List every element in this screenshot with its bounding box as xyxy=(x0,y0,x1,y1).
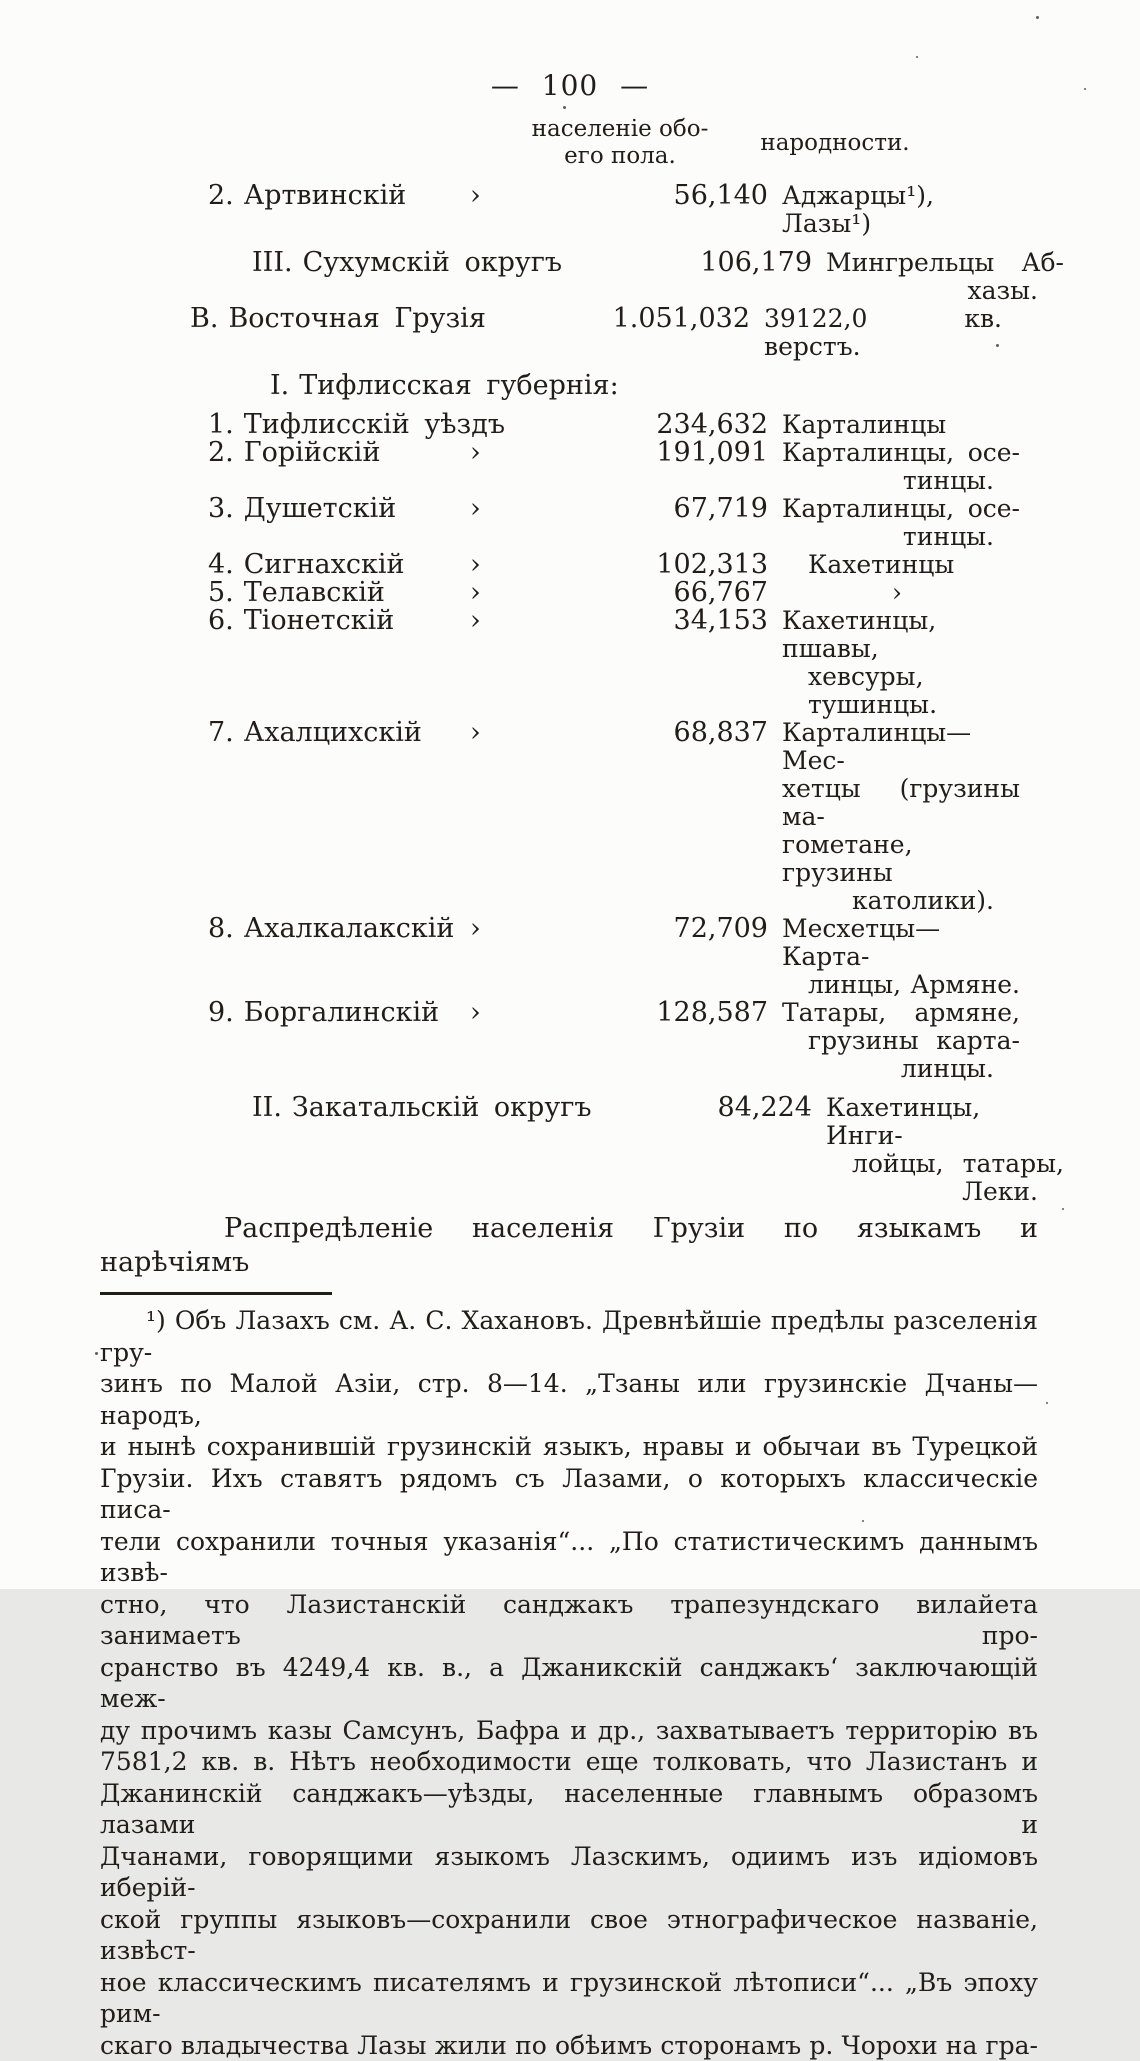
scan-speck xyxy=(95,1352,98,1355)
ethnicity-line: Карталинцы xyxy=(774,411,1020,439)
population-value xyxy=(670,372,830,400)
scan-speck xyxy=(862,1520,864,1522)
ditto-mark: › xyxy=(470,915,481,943)
population-value: 128,587 xyxy=(608,999,768,1083)
district-name: Восточная Грузія xyxy=(228,303,485,334)
scan-speck xyxy=(996,344,999,347)
ethnicity-line: Кахетинцы xyxy=(774,551,1020,579)
body-paragraph: Распредѣленіе населенія Грузіи по языкамъ и нарѣчіямъ xyxy=(100,1212,1038,1280)
table-column-headers xyxy=(520,116,1140,170)
district-name-cell xyxy=(140,495,608,551)
footnote xyxy=(100,1305,1038,2061)
ethnicity-line: тинцы. xyxy=(774,467,1020,495)
scan-speck xyxy=(1062,1208,1064,1210)
ethnicity-line: 39122,0 кв. верстъ. xyxy=(756,305,1002,361)
district-name-cell xyxy=(140,1094,652,1206)
footnote-line: Джанинскій санджакъ—уѣзды, населенные главнымъ образомъ лазами и xyxy=(100,1778,1038,1841)
ethnicity-cell xyxy=(836,372,1082,400)
column-header-population-line1: населеніе обо- xyxy=(520,116,720,143)
footnote-line: скаго владычества Лазы жили по обѣимъ сторонамъ р. Чорохи на гра- xyxy=(100,2030,1038,2061)
ditto-mark: › xyxy=(470,551,481,579)
footnote-line: стно, что Лазистанскій санджакъ трапезундскаго вилайета занимаетъ про- xyxy=(100,1589,1038,1652)
population-value: 66,767 xyxy=(608,579,768,607)
ethnicity-cell xyxy=(774,579,1020,607)
district-name: Сухумскій округъ xyxy=(303,247,563,278)
district-name-cell xyxy=(140,249,652,305)
row-number: В. xyxy=(190,305,218,333)
table-row xyxy=(140,182,1140,238)
district-name: Боргалинскій xyxy=(244,997,439,1028)
district-name-cell xyxy=(140,915,608,999)
footnote-separator xyxy=(100,1292,332,1295)
table-row xyxy=(140,915,1140,999)
table-row xyxy=(140,249,1140,305)
district-name: Телавскій xyxy=(244,577,385,608)
ethnicity-line: хазы. xyxy=(818,277,1064,305)
district-name-cell xyxy=(140,719,608,915)
row-number: 2. xyxy=(208,182,234,210)
row-number: 6. xyxy=(208,607,234,635)
column-header-population-line2: его пола. xyxy=(520,143,720,170)
table-row xyxy=(140,439,1140,495)
ethnicity-line: Леки. xyxy=(818,1178,1064,1206)
ethnicity-cell xyxy=(774,182,1020,238)
ethnicity-line: Татары, армяне, xyxy=(774,999,1020,1027)
ditto-mark: › xyxy=(470,439,481,467)
ditto-mark: › xyxy=(470,607,481,635)
row-number: 4. xyxy=(208,551,234,579)
ethnicity-line: хевсуры, тушинцы. xyxy=(774,663,1020,719)
table-row xyxy=(140,1094,1140,1206)
table-row xyxy=(140,551,1140,579)
scan-speck xyxy=(1046,1402,1048,1404)
row-number: II. xyxy=(252,1094,282,1122)
table-row xyxy=(140,495,1140,551)
footnote-line: ное классическимъ писателямъ и грузинской лѣтописи“... „Въ эпоху рим- xyxy=(100,1967,1038,2030)
ethnicity-line: Карталинцы—Мес- xyxy=(774,719,1020,775)
ethnicity-line: грузины карта- xyxy=(774,1027,1020,1055)
page-number: — 100 — xyxy=(0,0,1140,102)
ethnicity-line: тинцы. xyxy=(774,523,1020,551)
population-value: 102,313 xyxy=(608,551,768,579)
row-number: 9. xyxy=(208,999,234,1027)
scan-speck xyxy=(1084,88,1086,90)
footnote-line: ской группы языковъ—сохранили свое этнографическое названіе, извѣст- xyxy=(100,1904,1038,1967)
row-number: 2. xyxy=(208,439,234,467)
district-name: Сигнахскій xyxy=(244,549,405,580)
ethnicity-line: линцы, Армяне. xyxy=(774,971,1020,999)
ethnicity-line: хетцы (грузины ма- xyxy=(774,775,1020,831)
ethnicity-line: гометане, грузины xyxy=(774,831,1020,887)
ditto-mark: › xyxy=(470,579,481,607)
footnote-line: 7581,2 кв. в. Нѣтъ необходимости еще толковать, что Лазистанъ и xyxy=(100,1746,1038,1778)
ditto-mark: › xyxy=(470,719,481,747)
footnote-line: зинъ по Малой Азіи, стр. 8—14. „Тзаны или грузинскіе Дчаны—народъ, xyxy=(100,1368,1038,1431)
ethnicity-line: католики). xyxy=(774,887,1020,915)
ethnicity-line: Кахетинцы, Инги- xyxy=(818,1094,1064,1150)
ethnicity-cell xyxy=(774,495,1020,551)
ethnicity-line: Мингрельцы Аб- xyxy=(818,249,1064,277)
row-number: 3. xyxy=(208,495,234,523)
column-header-population xyxy=(520,116,720,170)
population-value: 67,719 xyxy=(608,495,768,551)
ethnicity-line: Месхетцы—Карта- xyxy=(774,915,1020,971)
ethnicity-line: лойцы, татары, xyxy=(818,1150,1064,1178)
ethnicity-cell xyxy=(774,999,1020,1083)
population-value: 34,153 xyxy=(608,607,768,719)
table-row xyxy=(140,607,1140,719)
scan-speck xyxy=(916,56,918,58)
district-name-cell xyxy=(140,372,670,400)
ethnicity-line: Кахетинцы, пшавы, xyxy=(774,607,1020,663)
ethnicity-line: Карталинцы, осе- xyxy=(774,495,1020,523)
ditto-mark: › xyxy=(470,999,481,1027)
ethnicity-line: Аджарцы¹), Лазы¹) xyxy=(774,182,1020,238)
district-name: Закатальскій округъ xyxy=(292,1092,592,1123)
ethnicity-line: линцы. xyxy=(774,1055,1020,1083)
table-row xyxy=(140,999,1140,1083)
table-row xyxy=(140,579,1140,607)
ditto-mark: › xyxy=(470,495,481,523)
row-number: 7. xyxy=(208,719,234,747)
table-row xyxy=(140,305,1140,361)
district-name-cell xyxy=(140,999,608,1083)
ethnicity-line: Карталинцы, осе- xyxy=(774,439,1020,467)
ethnicity-cell xyxy=(818,249,1064,305)
footnote-line: Грузіи. Ихъ ставятъ рядомъ съ Лазами, о которыхъ классическіе писа- xyxy=(100,1463,1038,1526)
ethnicity-cell xyxy=(818,1094,1064,1206)
ethnicity-cell xyxy=(774,411,1020,439)
ethnicity-cell xyxy=(756,305,1002,361)
population-value: 191,091 xyxy=(608,439,768,495)
footnote-line: тели сохранили точныя указанія“... „По статистическимъ даннымъ извѣ- xyxy=(100,1526,1038,1589)
district-name-cell xyxy=(140,411,608,439)
ethnicity-cell xyxy=(774,607,1020,719)
population-value: 72,709 xyxy=(608,915,768,999)
ethnicity-cell xyxy=(774,439,1020,495)
district-name: Артвинскій xyxy=(244,180,407,211)
ethnicity-cell xyxy=(774,551,1020,579)
footnote-line: ду прочимъ казы Самсунъ, Бафра и др., захватываетъ территорію въ xyxy=(100,1715,1038,1747)
district-name-cell xyxy=(140,305,590,361)
district-name-cell xyxy=(140,182,608,238)
row-number: 8. xyxy=(208,915,234,943)
population-value: 84,224 xyxy=(652,1094,812,1206)
table-row xyxy=(140,372,1140,400)
district-name: Тифлисская губернія: xyxy=(299,370,618,401)
district-name: Ахалкалакскій xyxy=(244,913,455,944)
district-name-cell xyxy=(140,607,608,719)
district-name-cell xyxy=(140,551,608,579)
row-number: III. xyxy=(252,249,293,277)
row-number: 1. xyxy=(208,411,234,439)
scan-speck xyxy=(1036,16,1039,19)
population-value: 106,179 xyxy=(652,249,812,305)
scan-speck xyxy=(563,106,566,109)
footnote-line: и нынѣ сохранившій грузинскій языкъ, нравы и обычаи въ Турецкой xyxy=(100,1431,1038,1463)
table-row xyxy=(140,719,1140,915)
district-name: Ахалцихскій xyxy=(244,717,422,748)
district-name: Тифлисскій уѣздъ xyxy=(244,409,505,440)
row-number: 5. xyxy=(208,579,234,607)
footnote-line: сранство въ 4249,4 кв. в., а Джаникскій санджакъ‘ заключающій меж- xyxy=(100,1652,1038,1715)
column-header-ethnicity: народности. xyxy=(720,130,950,157)
population-value: 68,837 xyxy=(608,719,768,915)
footnote-line: ¹) Объ Лазахъ см. А. С. Хахановъ. Древнѣйшіе предѣлы разселенія гру- xyxy=(100,1305,1038,1368)
ethnicity-cell xyxy=(774,719,1020,915)
ethnicity-line: › xyxy=(774,579,1020,607)
district-name-cell xyxy=(140,439,608,495)
population-value: 234,632 xyxy=(608,411,768,439)
population-value: 56,140 xyxy=(608,182,768,238)
population-value: 1.051,032 xyxy=(590,305,750,361)
row-number: I. xyxy=(270,372,289,400)
district-name: Горійскій xyxy=(244,437,381,468)
district-name-cell xyxy=(140,579,608,607)
ethnicity-cell xyxy=(774,915,1020,999)
table-row xyxy=(140,411,1140,439)
district-name: Душетскій xyxy=(244,493,396,524)
footnote-line: Дчанами, говорящими языкомъ Лазскимъ, одиимъ изъ идіомовъ иберій- xyxy=(100,1841,1038,1904)
ditto-mark: › xyxy=(470,182,481,210)
population-table xyxy=(140,182,1140,1206)
district-name: Тіонетскій xyxy=(244,605,394,636)
